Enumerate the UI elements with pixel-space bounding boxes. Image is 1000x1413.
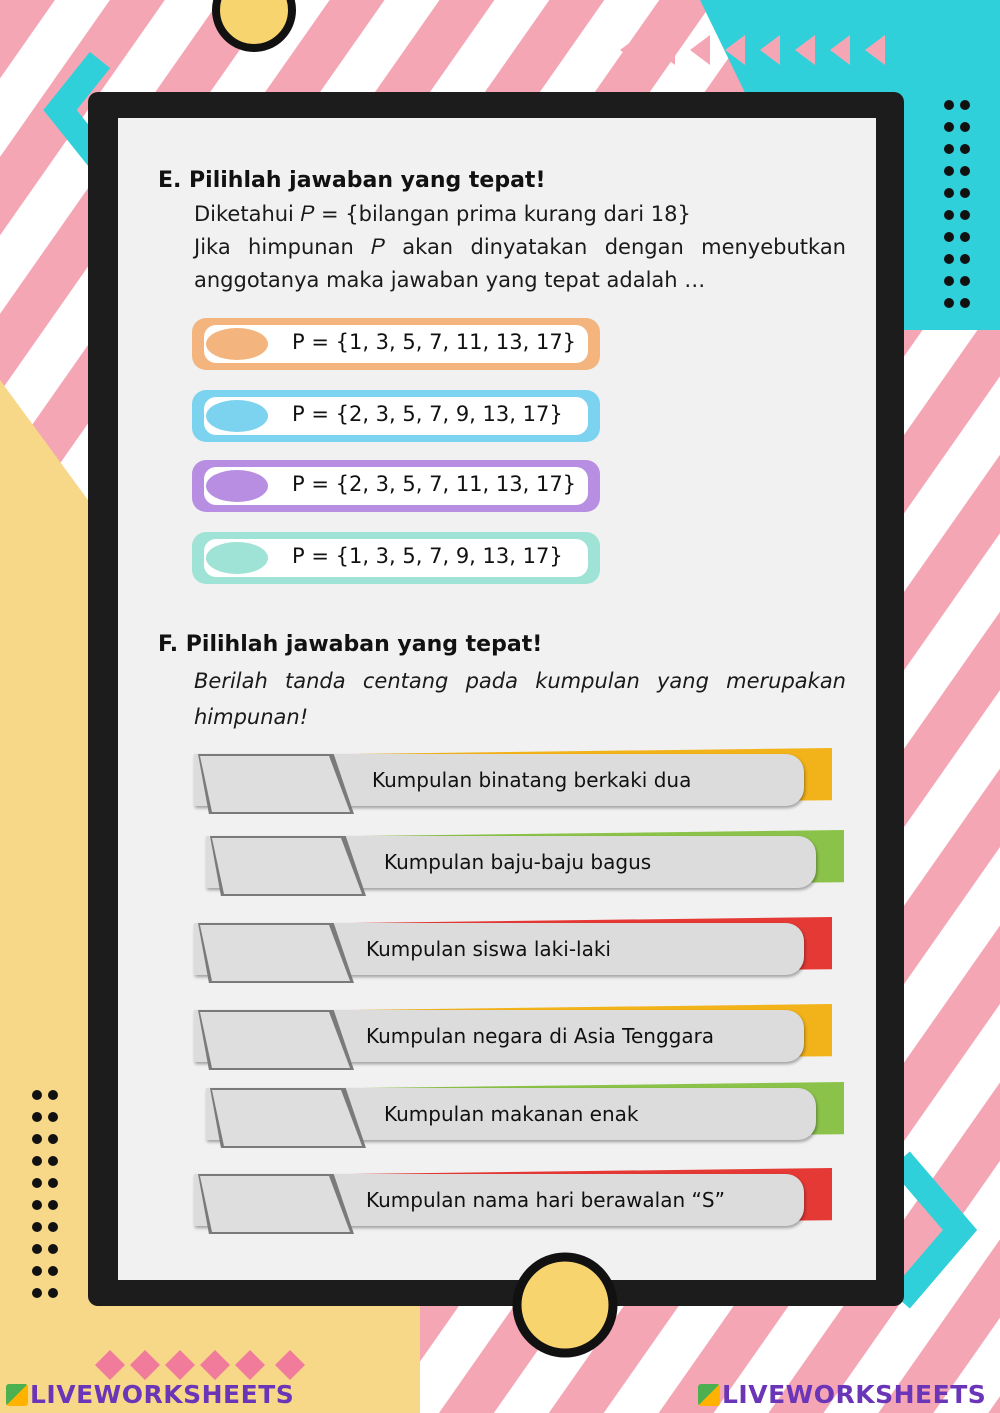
liveworksheets-logo-right[interactable] bbox=[698, 1380, 986, 1409]
item-label: Kumpulan binatang berkaki dua bbox=[372, 768, 692, 792]
option-e-3[interactable] bbox=[192, 460, 600, 512]
item-label: Kumpulan makanan enak bbox=[384, 1102, 639, 1126]
item-label: Kumpulan negara di Asia Tenggara bbox=[366, 1024, 715, 1048]
option-e-2[interactable] bbox=[192, 390, 600, 442]
set-item-2[interactable] bbox=[206, 830, 844, 896]
dot-grid-top-right bbox=[944, 100, 974, 310]
question-f-line-1: Berilah tanda centang pada kumpulan yang merupakan bbox=[194, 669, 846, 693]
item-checkbox[interactable] bbox=[200, 925, 350, 981]
liveworksheets-icon bbox=[698, 1384, 720, 1406]
question-e-title: E. Pilihlah jawaban yang tepat! bbox=[158, 168, 546, 193]
question-e-line-3: anggotanya maka jawaban yang tepat adalah … bbox=[194, 268, 706, 292]
logo-text: LIVEWORKSHEETS bbox=[722, 1380, 987, 1409]
set-item-5[interactable] bbox=[206, 1082, 844, 1148]
item-label: Kumpulan nama hari berawalan “S” bbox=[366, 1188, 725, 1212]
option-radio-1[interactable] bbox=[206, 328, 268, 360]
question-e-line-2: Jika himpunan 𝑃 akan dinyatakan dengan menyebutkan bbox=[194, 235, 846, 259]
option-label: P = {2, 3, 5, 7, 9, 13, 17} bbox=[292, 402, 563, 426]
set-item-4[interactable] bbox=[194, 1004, 832, 1070]
option-label: P = {1, 3, 5, 7, 11, 13, 17} bbox=[292, 330, 577, 354]
option-label: P = {1, 3, 5, 7, 9, 13, 17} bbox=[292, 544, 563, 568]
item-label: Kumpulan baju-baju bagus bbox=[384, 850, 652, 874]
option-radio-4[interactable] bbox=[206, 542, 268, 574]
item-checkbox[interactable] bbox=[212, 1090, 362, 1146]
item-checkbox[interactable] bbox=[200, 1176, 350, 1232]
item-checkbox[interactable] bbox=[212, 838, 362, 894]
yellow-circle-decoration bbox=[505, 1250, 625, 1370]
option-e-4[interactable] bbox=[192, 532, 600, 584]
question-f-title: F. Pilihlah jawaban yang tepat! bbox=[158, 632, 543, 657]
option-e-1[interactable] bbox=[192, 318, 600, 370]
set-item-1[interactable] bbox=[194, 748, 832, 814]
question-e-line-1: Diketahui 𝑃 = {bilangan prima kurang dari 18} bbox=[194, 202, 691, 226]
item-label: Kumpulan siswa laki-laki bbox=[366, 937, 611, 961]
set-item-3[interactable] bbox=[194, 917, 832, 983]
option-label: P = {2, 3, 5, 7, 11, 13, 17} bbox=[292, 472, 577, 496]
item-checkbox[interactable] bbox=[200, 1012, 350, 1068]
logo-text: LIVEWORKSHEETS bbox=[30, 1380, 295, 1409]
option-radio-3[interactable] bbox=[206, 470, 268, 502]
set-item-6[interactable] bbox=[194, 1168, 832, 1234]
option-radio-2[interactable] bbox=[206, 400, 268, 432]
question-f-line-2: himpunan! bbox=[194, 705, 309, 729]
dot-grid-bottom-left bbox=[32, 1090, 62, 1300]
item-checkbox[interactable] bbox=[200, 756, 350, 812]
liveworksheets-icon bbox=[6, 1384, 28, 1406]
liveworksheets-logo-left[interactable] bbox=[6, 1380, 294, 1409]
